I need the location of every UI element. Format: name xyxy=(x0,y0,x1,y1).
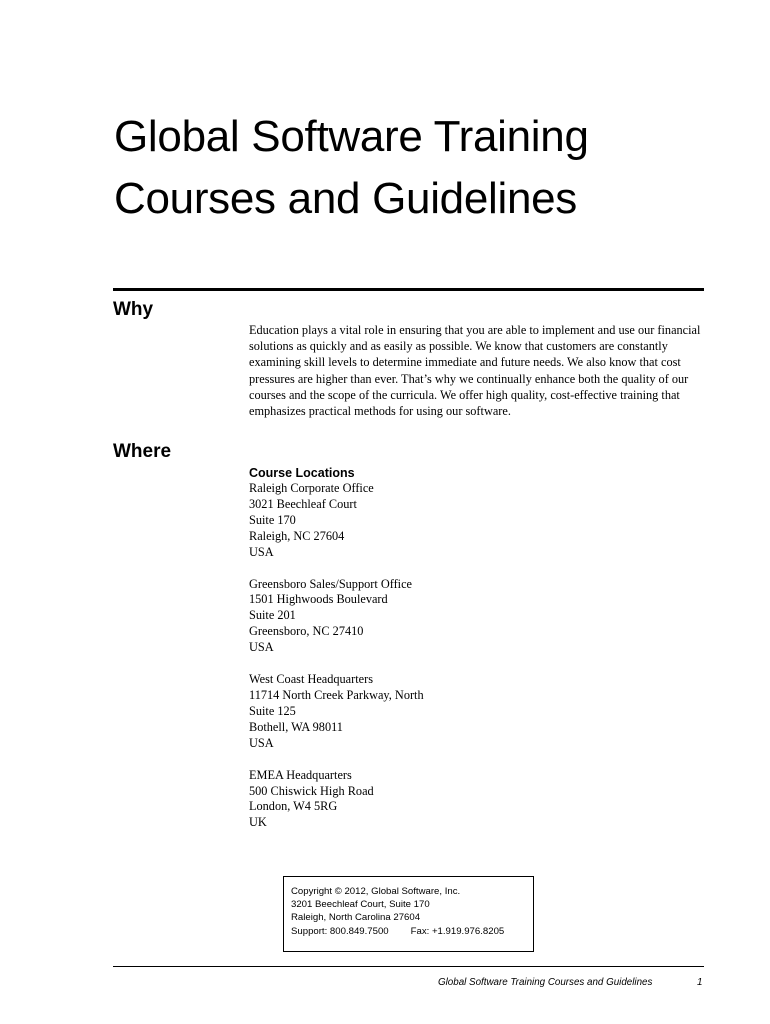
address-city: London, W4 5RG xyxy=(249,799,338,814)
where-heading: Where xyxy=(113,441,172,462)
address-block xyxy=(249,481,649,561)
copyright-contact-line xyxy=(291,925,533,938)
copyright-line: Copyright © 2012, Global Software, Inc. xyxy=(291,886,461,897)
address-city: Bothell, WA 98011 xyxy=(249,719,343,734)
address-suite: Suite 125 xyxy=(249,703,296,718)
why-heading: Why xyxy=(113,299,154,320)
why-paragraph: Education plays a vital role in ensuring that you are able to implement and use our financial solutions as quickly and as easily as possible. We know that customers are constantly examining skill levels to determine immediate and future needs. We also know that cost pressures are higher than ever. That’s why we continually enhance both the quality of our courses and the scope of the curricula. We offer high quality, cost-effective training that emphasizes practical methods for using our software. xyxy=(249,323,701,419)
address-suite: Suite 170 xyxy=(249,512,296,527)
address-country: UK xyxy=(249,815,267,830)
address-street: 11714 North Creek Parkway, North xyxy=(249,687,424,702)
page-title-line-2: Courses and Guidelines xyxy=(114,174,578,223)
address-street: 500 Chiswick High Road xyxy=(249,783,374,798)
address-country: USA xyxy=(249,735,274,750)
page-title xyxy=(114,106,589,230)
top-divider xyxy=(113,288,704,291)
page-title-line-1: Global Software Training xyxy=(114,112,589,161)
fax-number: Fax: +1.919.976.8205 xyxy=(410,925,505,937)
footer-document-title: Global Software Training Courses and Guidelines xyxy=(438,977,653,988)
address-name: Greensboro Sales/Support Office xyxy=(249,576,413,591)
address-name: West Coast Headquarters xyxy=(249,672,373,687)
address-name: Raleigh Corporate Office xyxy=(249,481,374,495)
address-street: 3021 Beechleaf Court xyxy=(249,496,357,511)
course-locations xyxy=(249,465,649,847)
copyright-city-line: Raleigh, North Carolina 27604 xyxy=(291,912,421,924)
copyright-address-line: 3201 Beechleaf Court, Suite 170 xyxy=(291,899,430,911)
address-suite: Suite 201 xyxy=(249,608,296,623)
address-block xyxy=(249,672,649,752)
page-number: 1 xyxy=(697,977,703,988)
copyright-box xyxy=(283,876,534,952)
footer-divider xyxy=(113,966,704,967)
address-block xyxy=(249,577,649,657)
address-street: 1501 Highwoods Boulevard xyxy=(249,592,388,607)
address-country: USA xyxy=(249,544,274,559)
address-city: Greensboro, NC 27410 xyxy=(249,624,364,639)
address-block xyxy=(249,768,649,832)
course-locations-title: Course Locations xyxy=(249,466,355,480)
address-city: Raleigh, NC 27604 xyxy=(249,528,345,543)
address-name: EMEA Headquarters xyxy=(249,767,352,782)
support-phone: Support: 800.849.7500 xyxy=(291,925,389,937)
address-country: USA xyxy=(249,640,274,655)
